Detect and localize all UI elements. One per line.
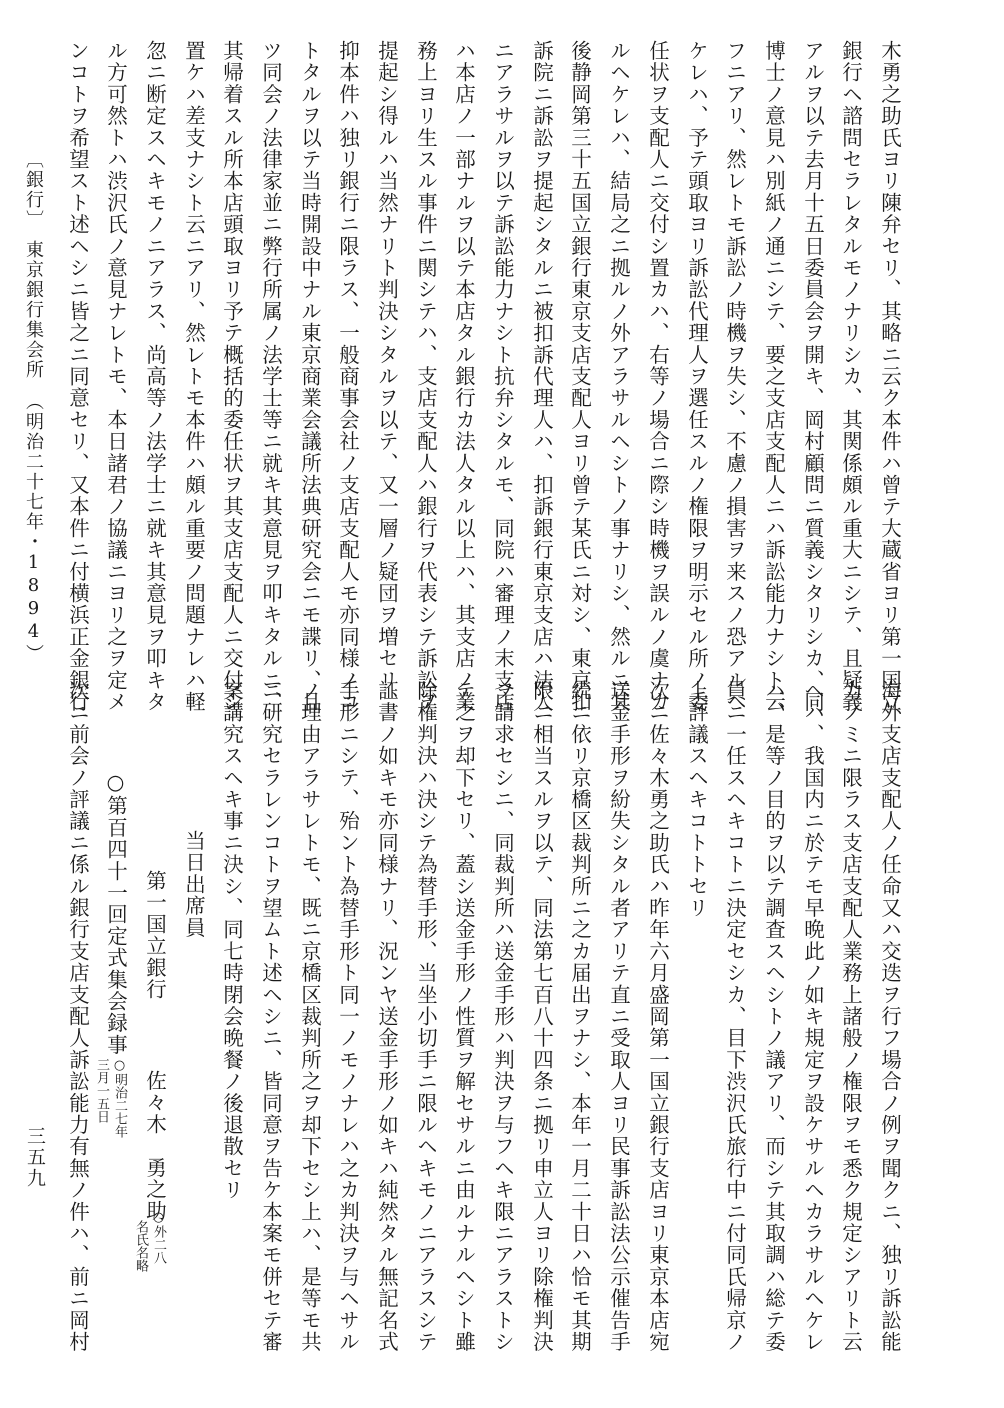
attendance-note: ○外二八 (151, 1210, 166, 1264)
text-line: 上評議スヘキコトトセリ (684, 680, 709, 919)
text-line: 抑本件ハ独リ銀行ニ限ラス、一般商事会社ノ支店支配人モ亦同様ノコ (335, 40, 360, 713)
text-line: 員ニ一任スヘキコトニ決定セシカ、目下渋沢氏旅行中ニ付同氏帰京ノ (722, 680, 747, 1353)
page-number: 三五九 (24, 1126, 46, 1189)
running-head-era: （明治二十七年・1894） (23, 392, 44, 664)
text-line: トタルヲ以テ当時開設中ナル東京商業会議所法典研究会ニモ諜リ、且 (297, 40, 322, 713)
text-line: ヘハ、我国内ニ於テモ早晩此ノ如キ規定ヲ設ケサルヘカラサルヘケレ (800, 680, 825, 1353)
text-line: 訴院ニ訴訟ヲ提起シタルニ被扣訴代理人ハ、扣訴銀行東京支店ハ法人 (529, 40, 554, 713)
text-line: 続ニ依リ京橋区裁判所ニ之カ届出ヲナシ、本年一月二十日ハ恰モ其期 (567, 680, 592, 1353)
text-line: 案講究スヘキ事ニ決シ、同七時閉会晩餐ノ後退散セリ (219, 680, 244, 1201)
text-line: 博士ノ意見ハ別紙ノ通ニシテ、要之支店支配人ニハ訴訟能力ナシト云 (761, 40, 786, 713)
record-date: ○明治二七年 (112, 1058, 127, 1138)
text-line: 次ニ佐々木勇之助氏ハ昨年六月盛岡第一国立銀行支店ヨリ東京本店宛 (645, 680, 670, 1353)
text-line: ルヘケレハ、結局之ニ拠ルノ外アラサルヘシトノ事ナリシ、然ルニ其 (606, 40, 631, 713)
text-line: アルヲ以テ去月十五日委員会ヲ開キ、岡村顧問ニ質義シタリシカ、同 (800, 40, 825, 713)
attendance-heading: 当日出席員 (181, 830, 206, 939)
text-line: 後静岡第三十五国立銀行東京支店支配人ヨリ曾テ某氏ニ対シ、東京扣 (567, 40, 592, 713)
text-line: 其帰着スル所本店頭取ヨリ予テ概括的委任状ヲ其支店支配人ニ交付シ (219, 40, 244, 713)
text-line: ノ理由アラサレトモ、既ニ京橋区裁判所之ヲ却下セシ上ハ、是等モ共 (297, 680, 322, 1353)
text-line: ンコトヲ希望スト述ヘシニ皆之ニ同意セリ、又本件ニ付横浜正金銀行 (65, 40, 90, 713)
text-line: 任状ヲ支配人ニ交付シ置カハ、右等ノ場合ニ際シ時機ヲ誤ルノ虞ナカ (645, 40, 670, 713)
text-line: 送金手形ヲ紛失シタル者アリテ直ニ受取人ヨリ民事訴訟法公示催告手 (606, 680, 631, 1353)
text-line: ヲ請求セシニ、同裁判所ハ送金手形ハ判決ヲ与フヘキ限ニアラストシ (490, 680, 515, 1353)
text-line: ハ、是等ノ目的ヲ以テ調査スヘシトノ議アリ、而シテ其取調ハ総テ委 (761, 680, 786, 1353)
text-line: 務上ヨリ生スル事件ニ関シテハ、支店支配人ハ銀行ヲ代表シテ訴訟ヲ (413, 40, 438, 713)
text-line: 提起シ得ルハ当然ナリト判決シタルヲ以テ、又一層ノ疑団ヲ増セリ、 (374, 40, 399, 713)
record-body-line: 次ニ前会ノ評議ニ係ル銀行支店支配人訴訟能力有無ノ件ハ、前ニ岡村 (65, 680, 90, 1353)
record-title: ○第百四十一回定式集会録事 (103, 770, 128, 1056)
text-line: 除権判決ハ決シテ為替手形、当坐小切手ニ限ルヘキモノニアラスシテ (413, 680, 438, 1353)
attendance-name: 佐々木 勇之助 (142, 1070, 167, 1222)
text-line: ハ本店ノ一部ナルヲ以テ本店タル銀行カ法人タル以上ハ、其支店ノ業 (451, 40, 476, 713)
text-line: 銀行ヘ諮問セラレタルモノナリシカ、其関係頗ル重大ニシテ、且疑義 (838, 40, 863, 713)
text-line: 置ケハ差支ナシト云ニアリ、然レトモ本件ハ頗ル重要ノ問題ナレハ軽 (181, 40, 206, 713)
text-line: ケレハ、予テ頭取ヨリ訴訟代理人ヲ選任スルノ権限ヲ明示セル所ノ委 (684, 40, 709, 713)
text-line: ニアラサルヲ以テ訴訟能力ナシト抗弁シタルモ、同院ハ審理ノ末支店 (490, 40, 515, 713)
record-date-sub: 三月一五日 (94, 1058, 109, 1123)
attendance-note-sub: 名氏名略 (133, 1220, 148, 1272)
text-line: ル方可然トハ渋沢氏ノ意見ナレトモ、本日諸君ノ協議ニヨリ之ヲ定メ (103, 40, 128, 713)
text-line: フニアリ、然レトモ訴訟ノ時機ヲ失シ、不慮ノ損害ヲ来スノ恐アルヘ (722, 40, 747, 713)
text-line: 海外支店支配人ノ任命又ハ交迭ヲ行フ場合ノ例ヲ聞クニ、独リ訴訟能 (877, 680, 902, 1353)
text-line: ニ研究セラレンコトヲ望ムト述ヘシニ、皆同意ヲ告ケ本案モ併セテ審 (258, 680, 283, 1353)
text-line: 木勇之助氏ヨリ陳弁セリ、其略ニ云ク本件ハ曾テ大蔵省ヨリ第一国立 (877, 40, 902, 713)
text-line: ツ同会ノ法律家並ニ弊行所属ノ法学士等ニ就キ其意見ヲ叩キタルニ、 (258, 40, 283, 713)
running-head-section: 〔銀行〕 (23, 150, 44, 230)
text-line: 限ニ相当スルヲ以テ、同法第七百八十四条ニ拠リ申立人ヨリ除権判決 (529, 680, 554, 1353)
attendance-bank: 第一国立銀行 (142, 870, 167, 1001)
text-line: テ之ヲ却下セリ、蓋シ送金手形ノ性質ヲ解セサルニ由ルナルヘシト雖 (451, 680, 476, 1353)
text-line: 証書ノ如キモ亦同様ナリ、況ンヤ送金手形ノ如キハ純然タル無記名式 (374, 680, 399, 1353)
text-line: 力ノミニ限ラス支店支配人業務上諸般ノ権限ヲモ悉ク規定シアリト云 (838, 680, 863, 1353)
text-line: 忽ニ断定スヘキモノニアラス、尚高等ノ法学士ニ就キ其意見ヲ叩キタ (142, 40, 167, 713)
running-head-title: 東京銀行集会所 (23, 240, 44, 380)
text-line: 手形ニシテ、殆ント為替手形ト同一ノモノナレハ之カ判決ヲ与ヘサル (335, 680, 360, 1353)
